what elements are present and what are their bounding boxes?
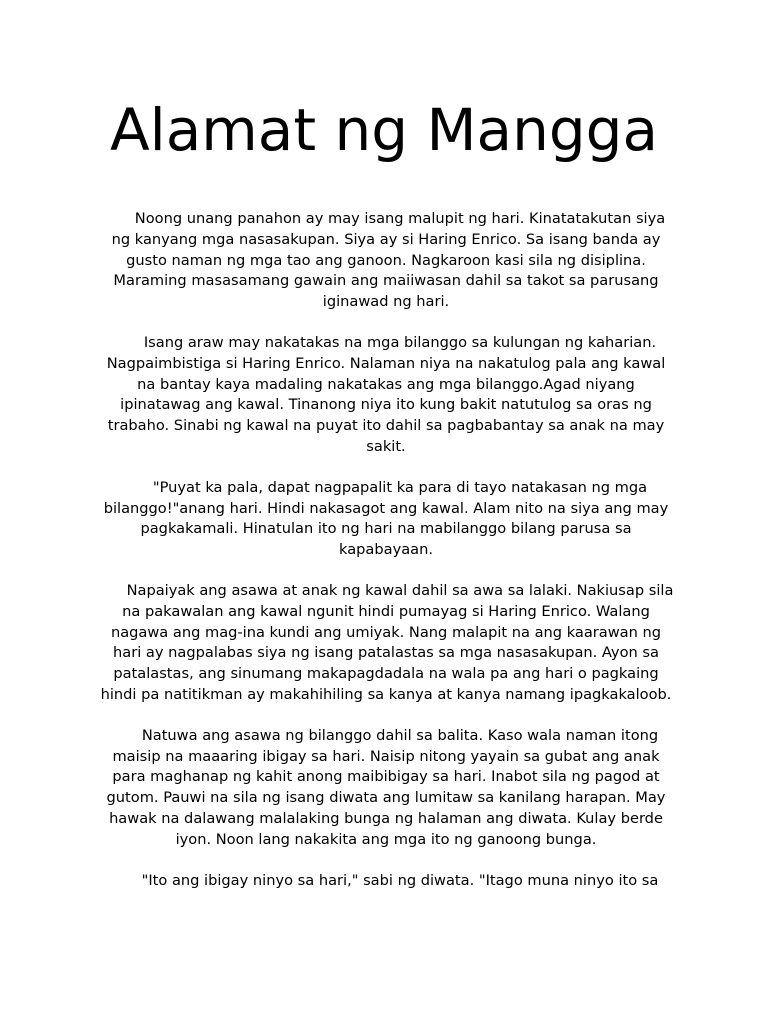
document-body [96, 209, 676, 911]
paragraph-2: Isang araw may nakatakas na mga bilanggo sa kulungan ng kaharian. Nagpaimbistiga si Haring Enrico. Nalaman niya na nakatulog pala ang kawal na bantay kaya madaling nakatakas ang mga bilanggo.Agad niyang ipinatawag ang kawal. Tinanong niya ito kung bakit natutulog sa oras ng trabaho. Sinabi ng kawal na puyat ito dahil sa pagbabantay sa anak na may sakit. [106, 333, 666, 455]
paragraph-1: Noong unang panahon ay may isang malupit ng hari. Kinatatakutan siya ng kanyang mga nasasakupan. Siya ay si Haring Enrico. Sa isang banda ay gusto naman ng mga tao ang ganoon. Nagkaroon kasi sila ng disiplina. Maraming masasamang gawain ang maiiwasan dahil sa takot sa parusang iginawad ng hari. [111, 210, 666, 311]
paragraph-4: Napaiyak ang asawa at anak ng kawal dahil sa awa sa lalaki. Nakiusap sila na pakawalan ang kawal ngunit hindi pumayag si Haring Enrico. Walang nagawa ang mag-ina kundi ang umiyak. Nang malapit na ang kaarawan ng hari ay nagpalabas siya ng isang patalastas sa mga nasasakupan. Ayon sa patalastas, ang sinumang makapagdadala na wala pa ang hari o pagkaing hindi pa natitikman ay makahihiling sa kanya at kanya namang ipagkakaloob. [100, 581, 674, 703]
paragraph-3: "Puyat ka pala, dapat nagpapalit ka para di tayo natakasan ng mga bilanggo!"anang hari. Hindi nakasagot ang kawal. Alam nito na siya ang may pagkakamali. Hinatulan ito ng hari na mabilanggo bilang parusa sa kapabayaan. [103, 478, 669, 559]
document-title: Alamat ng Mangga [109, 96, 659, 164]
paragraph-5: Natuwa ang asawa ng bilanggo dahil sa balita. Kaso wala naman itong maisip na maaaring ibigay sa hari. Naisip nitong yayain sa gubat ang anak para maghanap ng kahit anong maibibigay sa hari. Inabot sila ng pagod at gutom. Pauwi na sila ng isang diwata ang lumitaw sa kanilang harapan. May hawak na dalawang malalaking bunga ng halaman ang diwata. Kulay berde iyon. Noon lang nakakita ang mga ito ng ganoong bunga. [106, 726, 666, 848]
paragraph-6: "Ito ang ibigay ninyo sa hari," sabi ng diwata. "Itago muna ninyo ito sa [141, 871, 659, 889]
